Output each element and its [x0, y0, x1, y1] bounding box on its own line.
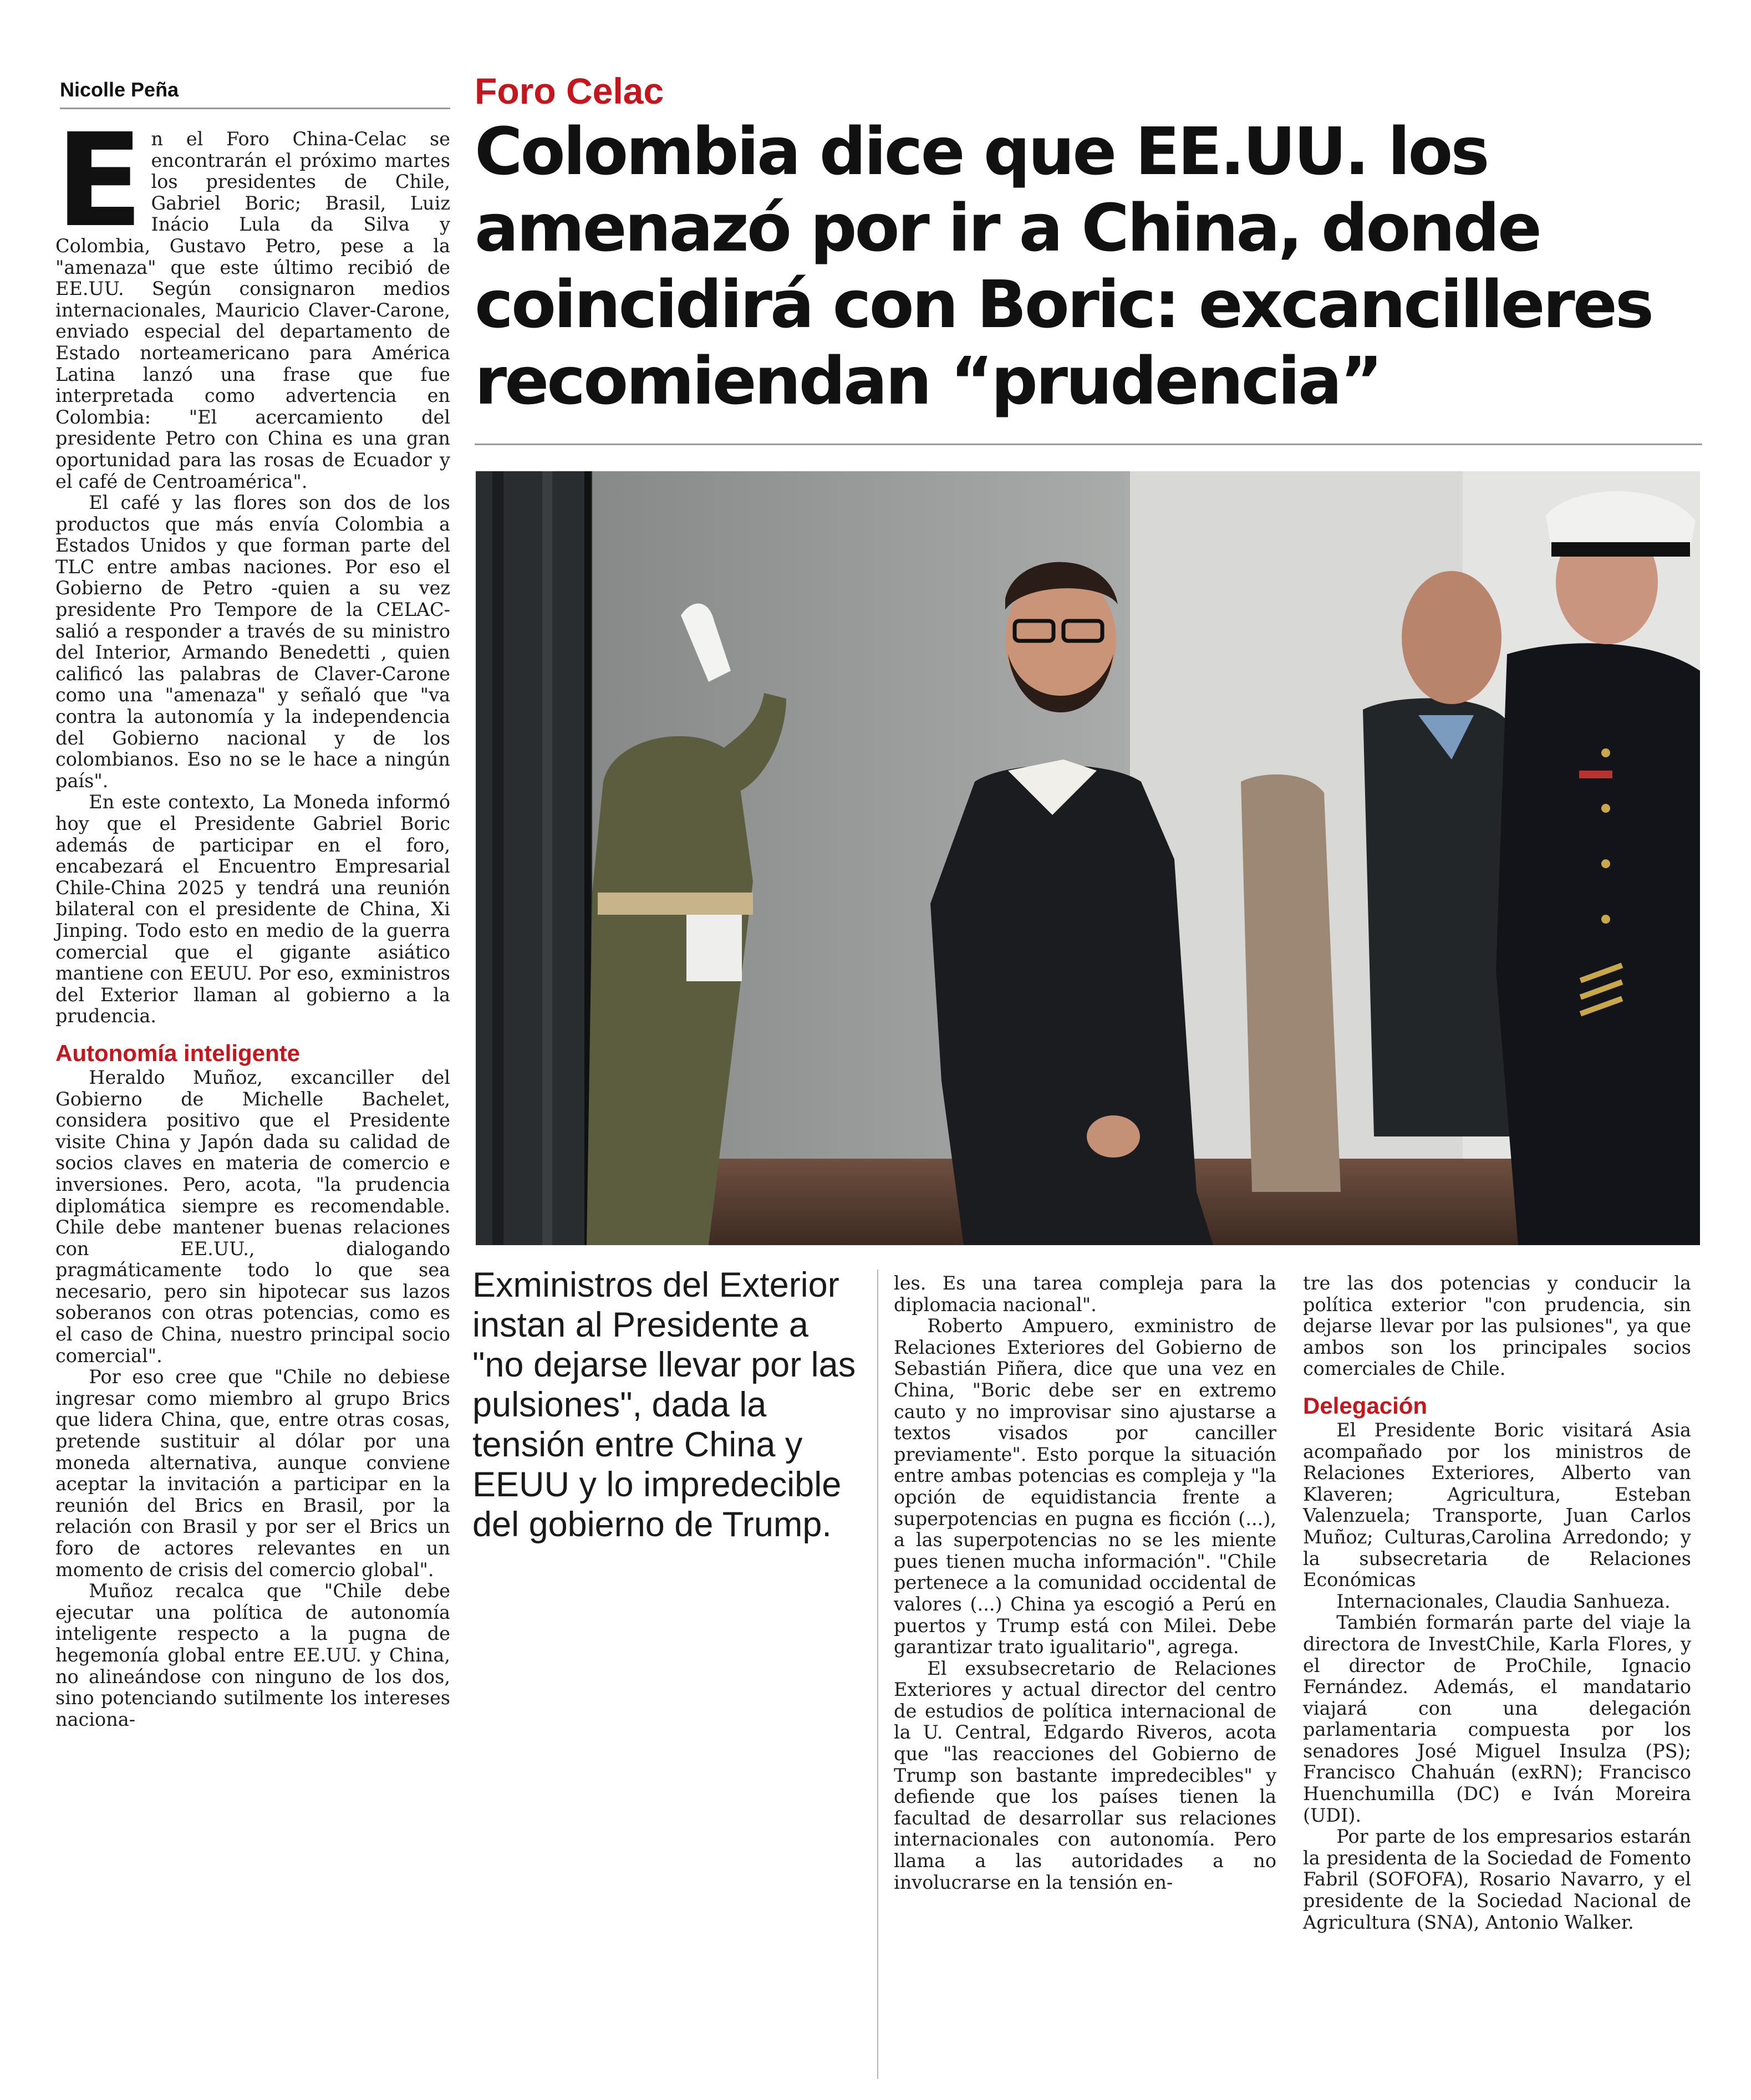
paragraph: n el Foro China-Celac se encontrarán el próximo martes los presidentes de Chile, Gabriel Boric; Brasil, Luiz Inácio Lula da Silva y Colombia, Gustavo Petro, pese a la "amenaza" que este último recibió de EE.UU. Según consignaron medios internacionales, Mauricio Claver-Carone, enviado especial del departamento de Estado norteamericano para América Latina lanzó una frase que fue interpretada como advertencia en Colombia: "El acercamiento del presidente Petro con China es una gran oportunidad para las rosas de Ecuador y el café de Centroamérica". — [55, 128, 450, 492]
drop-cap: E — [55, 106, 144, 256]
photo-illustration — [476, 471, 1700, 1245]
paragraph: Heraldo Muñoz, excanciller del Gobierno de Michelle Bachelet, considera positivo que el Presidente visite China y Japón dada su calidad de socios claves en materia de comercio e inversiones. Pero, acota, "la prudencia diplomática siempre es recomendable. Chile debe mantener buenas relaciones con EE.UU., dialogando pragmáticamente todo lo que sea necesario, pero sin hipotecar sus lazos soberanos con otras potencias, como es el caso de China, nuestro principal socio comercial". — [55, 1066, 450, 1367]
headline-divider — [475, 444, 1702, 445]
paragraph: Por eso cree que "Chile no debiese ingresar como miembro al grupo Brics que lidera China, que, entre otras cosas, pretende sustituir al dólar por una moneda alternativa, aunque conviene aceptar la invitación a participar en la reunión del Brics en Brasil, por la relación con Brasil y por ser el Brics un foro de actores relevantes en un momento de crisis del comercio global". — [55, 1366, 450, 1581]
byline: Nicolle Peña — [60, 73, 450, 109]
paragraph: El Presidente Boric visitará Asia acompañado por los ministros de Relaciones Exteriores, Alberto van Klaveren; Agricultura, Esteban Valenzuela; Transporte, Juan Carlos Muñoz; Culturas,Carolina Arredondo; y la subsecretaria de Relaciones Económicas — [1303, 1419, 1691, 1591]
paragraph: Internacionales, Claudia Sanhueza. — [1336, 1590, 1671, 1612]
subhead-delegacion: Delegación — [1303, 1392, 1428, 1419]
article-column-2 — [894, 1273, 1276, 1893]
paragraph: Muñoz recalca que "Chile debe ejecutar una política de autonomía inteligente respecto a la pugna de hegemonía global entre EE.UU. y China, no alineándose con ninguno de los dos, sino potenciando sutilmente los intereses naciona- — [55, 1580, 450, 1730]
paragraph: También formarán parte del viaje la directora de InvestChile, Karla Flores, y el director de ProChile, Ignacio Fernández. Además, el mandatario viajará con una delegación parlamentaria compuesta por los senadores José Miguel Insulza (PS); Francisco Chahuán (exRN); Francisco Huenchumilla (DC) e Iván Moreira (UDI). — [1303, 1612, 1691, 1826]
article-column-1 — [55, 106, 450, 1730]
news-photo — [476, 471, 1700, 1245]
headline: Colombia dice que EE.UU. los amenazó por ir a China, donde coincidirá con Boric: excancilleres recomiendan “prudencia” — [475, 113, 1652, 419]
paragraph: les. Es una tarea compleja para la diplomacia nacional". — [894, 1272, 1276, 1316]
paragraph: El café y las flores son dos de los productos que más envía Colombia a Estados Unidos y que forman parte del TLC entre ambas naciones. Por eso el Gobierno de Petro -quien a su vez presidente Pro Tempore de la CELAC- salió a responder a través de su ministro del Interior, Armando Benedetti , quien calificó las palabras de Claver-Carone como una "amenaza" y señaló que "va contra la autonomía y la independencia del Gobierno nacional y de los colombianos. Eso no se le hace a ningún país". — [55, 492, 450, 792]
section-label: Foro Celac — [475, 70, 664, 111]
column-divider — [877, 1270, 878, 2079]
paragraph: Roberto Ampuero, exministro de Relaciones Exteriores del Gobierno de Sebastián Piñera, dice que una vez en China, "Boric debe ser en extremo cauto y no improvisar sino ajustarse a textos visados por canciller previamente". Esto porque la situación entre ambas potencias es compleja y "la opción de equidistancia frente a superpotencias en pugna es ficción (...), a las superpotencias no se les miente pues tienen mucha información". "Chile pertenece a la comunidad occidental de valores (...) China ya escogió a Perú en puertos y Trump está con Milei. Debe garantizar trato igualitario", agrega. — [894, 1315, 1276, 1658]
pull-quote: Exministros del Exterior instan al Presidente a "no dejarse llevar por las pulsiones", dada la tensión entre China y EEUU y lo impredecible del gobierno de Trump. — [472, 1266, 856, 1544]
paragraph: En este contexto, La Moneda informó hoy que el Presidente Gabriel Boric además de participar en el foro, encabezará el Encuentro Empresarial Chile-China 2025 y tendrá una reunión bilateral con el presidente de China, Xi Jinping. Todo esto en medio de la guerra comercial que el gigante asiático mantiene con EEUU. Por eso, exministros del Exterior llaman al gobierno a la prudencia. — [55, 791, 450, 1027]
paragraph: Por parte de los empresarios estarán la presidenta de la Sociedad de Fomento Fabril (SOFOFA), Rosario Navarro, y el presidente de la Sociedad Nacional de Agricultura (SNA), Antonio Walker. — [1303, 1826, 1691, 1933]
paragraph: El exsubsecretario de Relaciones Exteriores y actual director del centro de estudios de política internacional de la U. Central, Edgardo Riveros, acota que "las reacciones del Gobierno de Trump son bastante impredecibles" y defiende que los países tienen la facultad de desarrollar sus relaciones internacionales con autonomía. Pero llama a las autoridades a no involucrarse en la tensión en- — [894, 1657, 1276, 1893]
article-column-3 — [1303, 1273, 1691, 1933]
subhead-autonomia: Autonomía inteligente — [55, 1039, 300, 1066]
paragraph: tre las dos potencias y conducir la política exterior "con prudencia, sin dejarse llevar por las pulsiones", ya que ambos son los principales socios comerciales de Chile. — [1303, 1272, 1691, 1380]
